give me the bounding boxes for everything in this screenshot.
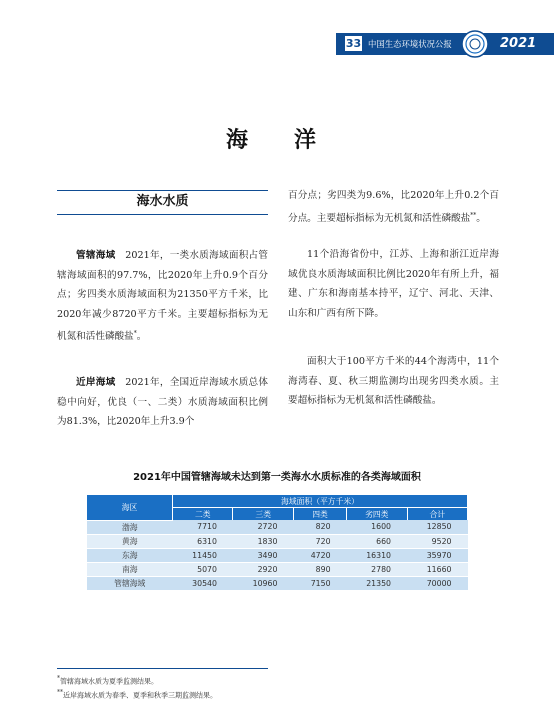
- footnote-1: [57, 674, 158, 686]
- column-header: 二类: [173, 508, 233, 521]
- paragraph-text: 百分点；劣四类为9.6%，比2020年上升0.2个百分点。主要超标指标为无机氮和活性磷酸盐: [288, 190, 499, 224]
- value-cell: 11450: [173, 548, 233, 562]
- value-cell: 3490: [233, 548, 293, 562]
- paragraph-text: 2021年，一类水质海域面积占管辖海域面积的97.7%，比2020年上升0.9个百分点；劣四类水质海域面积为21350平方千米，比2020年减少8720平方千米。主要超标指标为无机氮和活性磷酸盐: [57, 250, 269, 343]
- page-title: 海 洋: [225, 127, 328, 153]
- column-header: 劣四类: [347, 508, 407, 521]
- value-cell: 7710: [173, 520, 233, 534]
- value-cell: 2780: [347, 562, 407, 576]
- footnote-mark: **: [57, 689, 63, 696]
- region-cell: 黄海: [87, 534, 173, 548]
- heading-rule-bottom: [57, 214, 268, 215]
- region-cell: 南海: [87, 562, 173, 576]
- value-cell: 2720: [233, 520, 293, 534]
- region-cell: 东海: [87, 548, 173, 562]
- value-cell: 1600: [347, 520, 407, 534]
- value-cell: 12850: [407, 520, 467, 534]
- footnote-2: [57, 688, 217, 700]
- section-heading: 海水水质: [136, 194, 189, 209]
- value-cell: 820: [293, 520, 346, 534]
- value-cell: 21350: [347, 576, 407, 590]
- page-number: 33: [345, 37, 362, 50]
- paragraph-text: 2021年，全国近岸海域水质总体稳中向好，优良（一、二类）水质海域面积比例为81.3%，比2020年上升3.9个: [57, 377, 269, 427]
- paragraph-lead: 近岸海域: [76, 377, 116, 388]
- report-year: 2021: [500, 36, 537, 51]
- paragraph-end: 。: [476, 212, 486, 224]
- footnote-mark: **: [470, 211, 477, 219]
- table-row: [87, 548, 468, 562]
- value-cell: 16310: [347, 548, 407, 562]
- column-header: 三类: [233, 508, 293, 521]
- footnote-text: 管辖海域水质为夏季监测结果。: [60, 677, 158, 686]
- paragraph-nearshore-cont: [288, 186, 499, 228]
- sea-area-table: [87, 495, 468, 591]
- value-cell: 720: [293, 534, 346, 548]
- footnote-rule: [57, 668, 268, 669]
- region-cell: 渤海: [87, 520, 173, 534]
- value-cell: 35970: [407, 548, 467, 562]
- value-cell: 660: [347, 534, 407, 548]
- table-row: [87, 562, 468, 576]
- value-cell: 10960: [233, 576, 293, 590]
- footnote-text: 近岸海域水质为春季、夏季和秋季三期监测结果。: [63, 691, 217, 700]
- value-cell: 7150: [293, 576, 346, 590]
- value-cell: 70000: [407, 576, 467, 590]
- paragraph-bays: [288, 352, 499, 411]
- heading-rule-top: [57, 190, 268, 191]
- table-row: [87, 520, 468, 534]
- column-header: 合计: [407, 508, 467, 521]
- area-group-header: 海域面积（平方千米）: [173, 495, 468, 508]
- table-title: 2021年中国管辖海域未达到第一类海水水质标准的各类海域面积: [133, 472, 421, 483]
- paragraph-provinces: [288, 245, 499, 323]
- footnote-mark: *: [133, 330, 137, 337]
- column-header: 四类: [293, 508, 346, 521]
- table-row: [87, 576, 468, 590]
- paragraph-nearshore: [57, 373, 268, 432]
- value-cell: 30540: [173, 576, 233, 590]
- paragraph-end: 。: [136, 331, 147, 343]
- value-cell: 6310: [173, 534, 233, 548]
- paragraph-jurisdiction: [57, 246, 268, 347]
- footnote-mark: *: [57, 675, 60, 682]
- value-cell: 1830: [233, 534, 293, 548]
- table-row: [87, 534, 468, 548]
- value-cell: 5070: [173, 562, 233, 576]
- paragraph-text: 11个沿海省份中，江苏、上海和浙江近岸海域优良水质海域面积比例比2020年有所上升，福建、广东和海南基本持平，辽宁、河北、天津、山东和广西有所下降。: [288, 249, 499, 319]
- value-cell: 11660: [407, 562, 467, 576]
- publication-title: 中国生态环境状况公报: [368, 39, 452, 49]
- paragraph-text: 面积大于100平方千米的44个海湾中，11个海湾春、夏、秋三期监测均出现劣四类水质。主要超标指标为无机氮和活性磷酸盐。: [288, 356, 499, 406]
- value-cell: 2920: [233, 562, 293, 576]
- value-cell: 9520: [407, 534, 467, 548]
- region-header: 海区: [87, 495, 173, 520]
- value-cell: 4720: [293, 548, 346, 562]
- value-cell: 890: [293, 562, 346, 576]
- circle-logo-icon: [458, 30, 492, 58]
- paragraph-lead: 管辖海域: [76, 250, 116, 261]
- region-cell: 管辖海域: [87, 576, 173, 590]
